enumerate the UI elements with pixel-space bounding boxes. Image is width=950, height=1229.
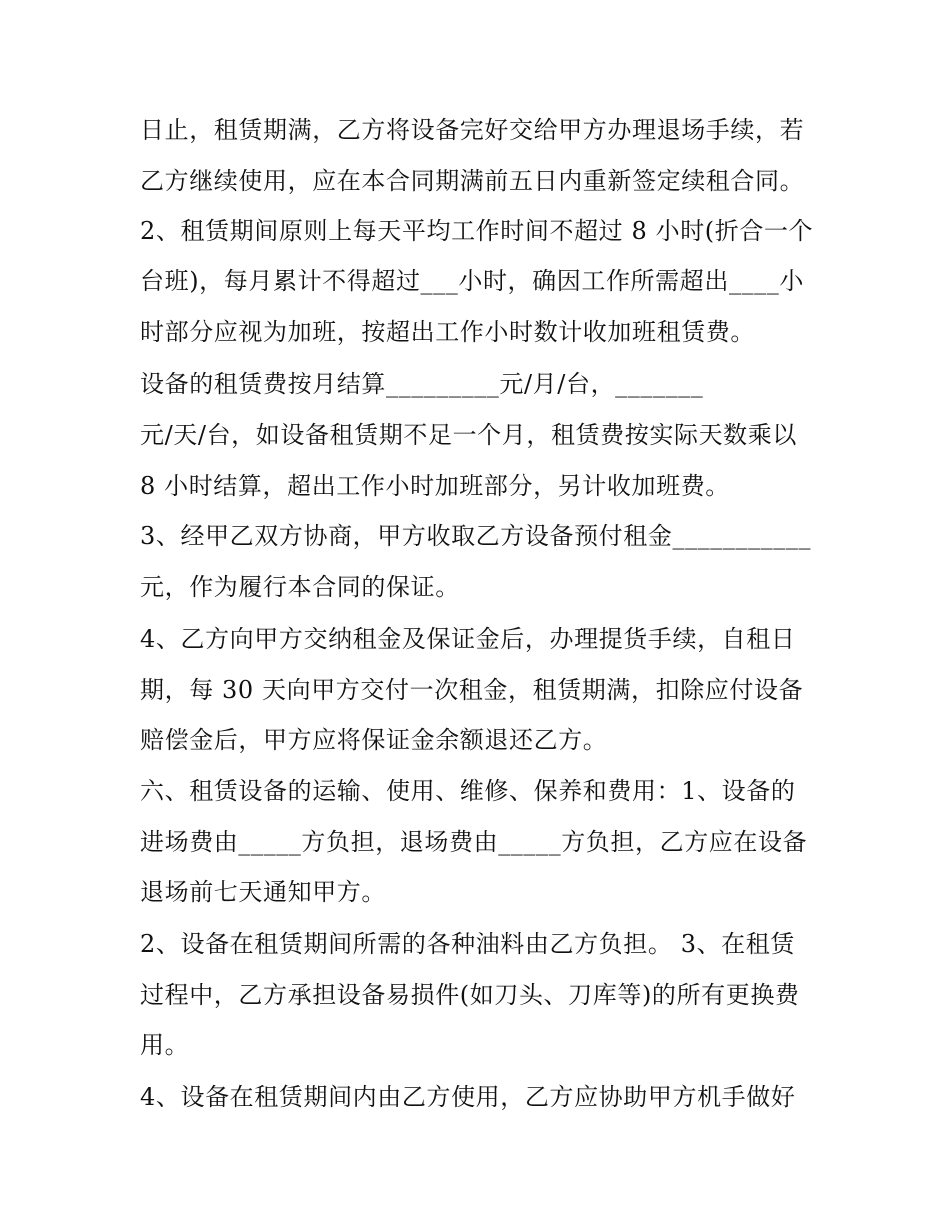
text-line: 用。 xyxy=(140,1031,190,1059)
text-line: 元/天/台，如设备租赁期不足一个月，租赁费按实际天数乘以 xyxy=(140,421,797,449)
text-line: 8 小时结算，超出工作小时加班部分，另计收加班费。 xyxy=(140,472,730,500)
text-line: 乙方继续使用，应在本合同期满前五日内重新签定续租合同。 xyxy=(140,167,805,195)
text-line: 3、经甲乙双方协商，甲方收取乙方设备预付租金___________ xyxy=(140,522,812,550)
text-line: 台班)，每月累计不得超过___小时，确因工作所需超出____小 xyxy=(140,267,804,295)
text-line: 六、租赁设备的运输、使用、维修、保养和费用：1、设备的 xyxy=(140,777,796,805)
text-line: 过程中，乙方承担设备易损件(如刀头、刀库等)的所有更换费 xyxy=(140,981,800,1009)
text-line: 2、设备在租赁期间所需的各种油料由乙方负担。 3、在租赁 xyxy=(140,930,795,958)
text-line: 赔偿金后，甲方应将保证金余额退还乙方。 xyxy=(140,726,608,754)
text-line: 4、设备在租赁期间内由乙方使用，乙方应协助甲方机手做好 xyxy=(140,1083,796,1111)
text-line: 4、乙方向甲方交纳租金及保证金后，办理提货手续，自租日 xyxy=(140,625,796,653)
text-line: 元，作为履行本合同的保证。 xyxy=(140,573,460,601)
text-line: 2、租赁期间原则上每天平均工作时间不超过 8 小时(折合一个 xyxy=(140,217,814,245)
text-line: 进场费由_____方负担，退场费由_____方负担，乙方应在设备 xyxy=(140,828,808,856)
text-line: 设备的租赁费按月结算_________元/月/台，_______ xyxy=(140,370,704,398)
text-line: 时部分应视为加班，按超出工作小时数计收加班租赁费。 xyxy=(140,318,755,346)
text-line: 期，每 30 天向甲方交付一次租金，租赁期满，扣除应付设备 xyxy=(140,676,804,704)
text-line: 日止，租赁期满，乙方将设备完好交给甲方办理退场手续，若 xyxy=(140,116,805,144)
text-line: 退场前七天通知甲方。 xyxy=(140,878,386,906)
